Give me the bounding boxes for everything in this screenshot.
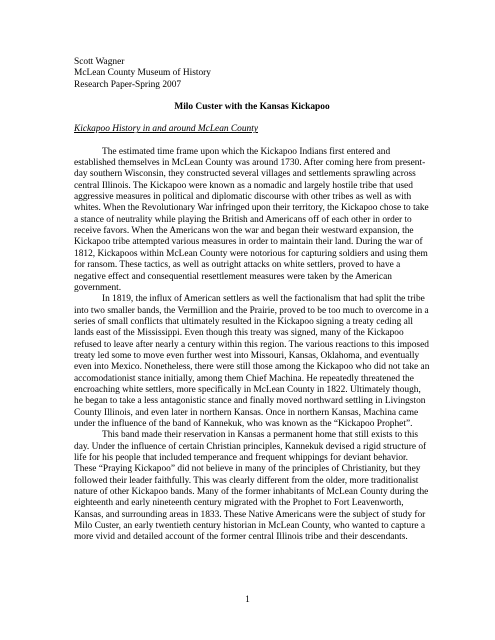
body-paragraph: In 1819, the influx of American settlers as well the factionalism that had split the tribe into two smaller bands, the Vermillion and the Prairie, proved to be too much to overcome in a series of small conflicts that ultimately resulted in the Kickapoo signing a treaty ceding all lands east of the Mississippi. Even though this treaty was signed, many of the Kickapoo refused to leave after nearly a century within this region. The various reactions to this imposed treaty led some to move even further west into Missouri, Kansas, Oklahoma, and eventually even into Mexico. Nonetheless, there were still those among the Kickapoo who did not take an accomodationist stance initially, among them Chief Machina. He repeatedly threatened the encroaching white settlers, more specifically in McLean County in 1822. Ultimately though, he began to take a less antagonistic stance and finally moved northward settling in Livingston County Illinois, and even later in northern Kansas. Once in northern Kansas, Machina came under the influence of the band of Kannekuk, who was known as the “Kickapoo Prophet”. [74,294,430,429]
section-heading: Kickapoo History in and around McLean County [74,124,259,135]
page-number: 1 [245,595,250,605]
body-paragraph: This band made their reservation in Kansas a permanent home that still exists to this day. Under the influence of certain Christian principles, Kannekuk devised a rigid structure of life for his people that included temperance and frequent whippings for deviant behavior. These “Praying Kickapoo” did not believe in many of the principles of Christianity, but they followed their leader faithfully. This was clearly different from the older, more traditionalist nature of other Kickapoo bands. Many of the former inhabitants of McLean County during the eighteenth and early nineteenth century migrated with the Prophet to Fort Leavenworth, Kansas, and surrounding areas in 1833. These Native Americans were the subject of study for Milo Custer, an early twentieth century historian in McLean County, who wanted to capture a more vivid and detailed account of the former central Illinois tribe and their descendants. [74,430,429,543]
document-title: Milo Custer with the Kansas Kickapoo [174,102,330,113]
document-page [74,57,430,544]
author-name: Scott Wagner [74,57,125,67]
paper-type: Research Paper-Spring 2007 [74,79,182,90]
institution-name: McLean County Museum of History [74,68,211,79]
body-paragraph: The estimated time frame upon which the Kickapoo Indians first entered and established themselves in McLean County was around 1730. After coming here from present-day southern Wisconsin, they constructed several villages and settlements sprawling across central Illinois. The Kickapoo were known as a nomadic and largely hostile tribe that used aggressive measures in political and diplomatic discourse with other tribes as well as with whites. When the Revolutionary War infringed upon their territory, the Kickapoo chose to take a stance of neutrality while playing the British and Americans off of each other in order to receive favors. When the Americans won the war and began their westward expansion, the Kickapoo tribe attempted various measures in order to maintain their land. During the war of 1812, Kickapoos within McLean County were notorious for capturing soldiers and using them for ransom. These tactics, as well as outright attacks on white settlers, proved to have a negative effect and consequential resettlement measures were taken by the American government. [74,146,429,293]
